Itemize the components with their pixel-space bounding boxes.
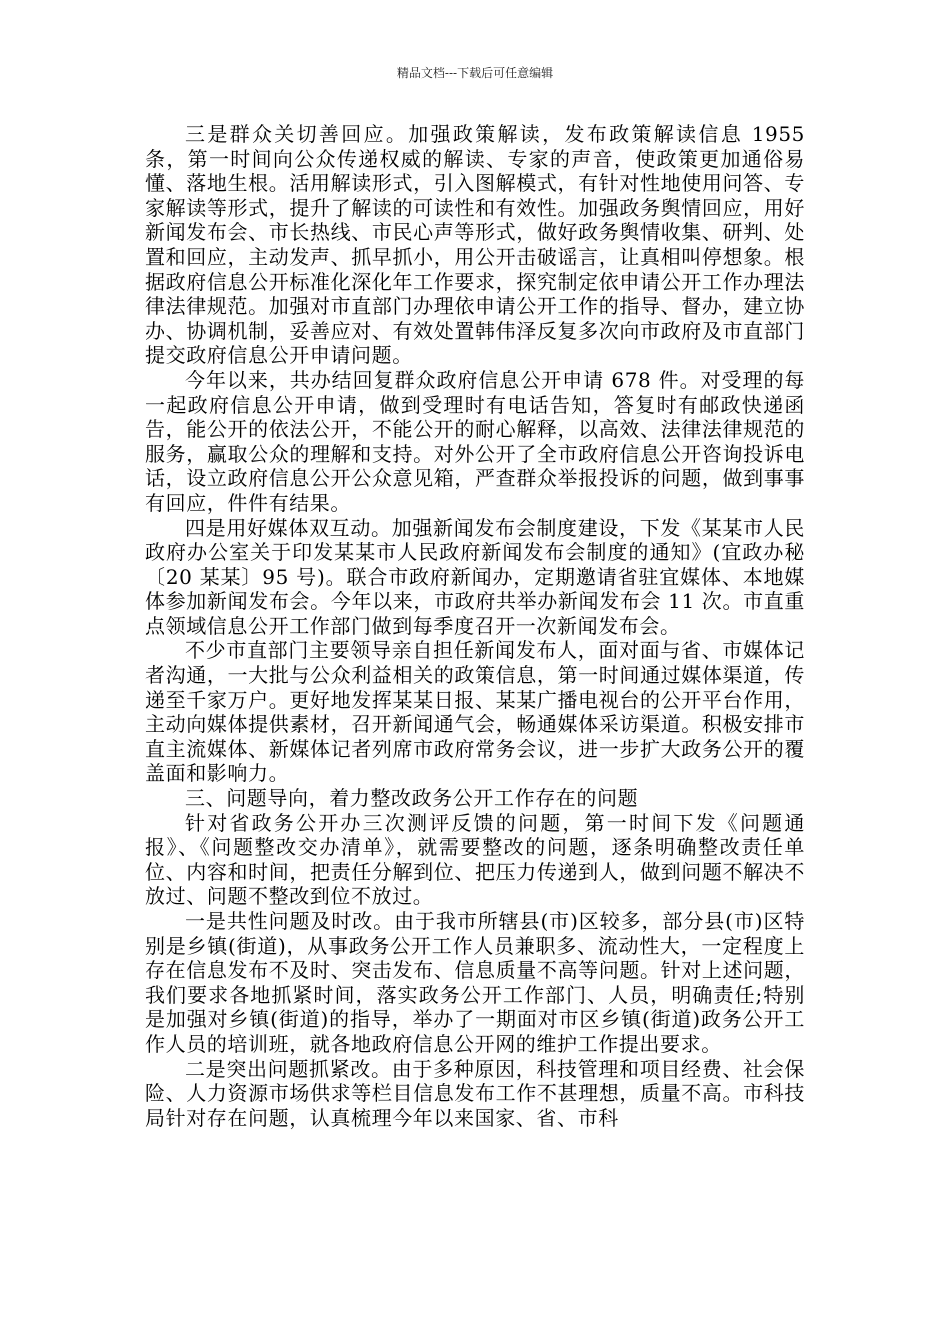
paragraph-public-concern-response: 三是群众关切善回应。加强政策解读，发布政策解读信息 1955 条，第一时间向公众传递权威的解读、专家的声音，使政策更加通俗易懂、落地生根。活用解读形式，引入图解模式，有针对性地使用问答、专家解读等形式，提升了解读的可读性和有效性。加强政务舆情回应，用好新闻发布会、市长热线、市民心声等形式，做好政务舆情收集、研判、处置和回应，主动发声、抓早抓小，用公开击破谣言，让真相叫停想象。根据政府信息公开标准化深化年工作要求，探究制定依申请公开工作办理法律法律规范。加强对市直部门办理依申请公开工作的指导、督办，建立协办、协调机制，妥善应对、有效处置韩伟泽反复多次向市政府及市直部门提交政府信息公开申请问题。 <box>145 122 805 368</box>
paragraph-spokesperson: 不少市直部门主要领导亲自担任新闻发布人，面对面与省、市媒体记者沟通，一大批与公众利益相关的政策信息，第一时间通过媒体渠道，传递至千家万户。更好地发挥某某日报、某某广播电视台的公开平台作用，主动向媒体提供素材，召开新闻通气会，畅通媒体采访渠道。积极安排市直主流媒体、新媒体记者列席市政府常务会议，进一步扩大政务公开的覆盖面和影响力。 <box>145 638 805 786</box>
section-heading-problem-oriented: 三、问题导向，着力整改政务公开工作存在的问题 <box>185 786 639 811</box>
paragraph-media-interaction: 四是用好媒体双互动。加强新闻发布会制度建设，下发《某某市人民政府办公室关于印发某某市人民政府新闻发布会制度的通知》(宜政办秘〔20 某某〕95 号)。联合市政府新闻办，定期邀请省驻宜媒体、本地媒体参加新闻发布会。今年以来，市政府共举办新闻发布会 11 次。市直重点领域信息公开工作部门做到每季度召开一次新闻发布会。 <box>145 515 805 638</box>
document-body <box>145 122 805 1130</box>
paragraph-application-handling: 今年以来，共办结回复群众政府信息公开申请 678 件。对受理的每一起政府信息公开申请，做到受理时有电话告知，答复时有邮政快递函告，能公开的依法公开，不能公开的耐心解释，以高效、法律法律规范的服务，赢取公众的理解和支持。对外公开了全市政府信息公开咨询投诉电话，设立政府信息公开公众意见箱，严查群众举报投诉的问题，做到事事有回应，件件有结果。 <box>145 367 805 515</box>
paragraph-feedback-rectification: 针对省政务公开办三次测评反馈的问题，第一时间下发《问题通报》、《问题整改交办清单》，就需要整改的问题，逐条明确整改责任单位、内容和时间，把责任分解到位、把压力传递到人，做到问题不解决不放过、问题不整改到位不放过。 <box>145 810 805 909</box>
paragraph-common-issues: 一是共性问题及时改。由于我市所辖县(市)区较多，部分县(市)区特别是乡镇(街道)，从事政务公开工作人员兼职多、流动性大，一定程度上存在信息发布不及时、突击发布、信息质量不高等问题。针对上述问题，我们要求各地抓紧时间，落实政务公开工作部门、人员，明确责任;特别是加强对乡镇(街道)的指导，举办了一期面对市区乡镇(街道)政务公开工作人员的培训班，就各地政府信息公开网的维护工作提出要求。 <box>145 909 805 1056</box>
paragraph-prominent-issues: 二是突出问题抓紧改。由于多种原因，科技管理和项目经费、社会保险、人力资源市场供求等栏目信息发布工作不甚理想，质量不高。市科技局针对存在问题，认真梳理今年以来国家、省、市科 <box>145 1056 805 1130</box>
page-header: 精品文档---下载后可任意编辑 <box>396 66 554 80</box>
